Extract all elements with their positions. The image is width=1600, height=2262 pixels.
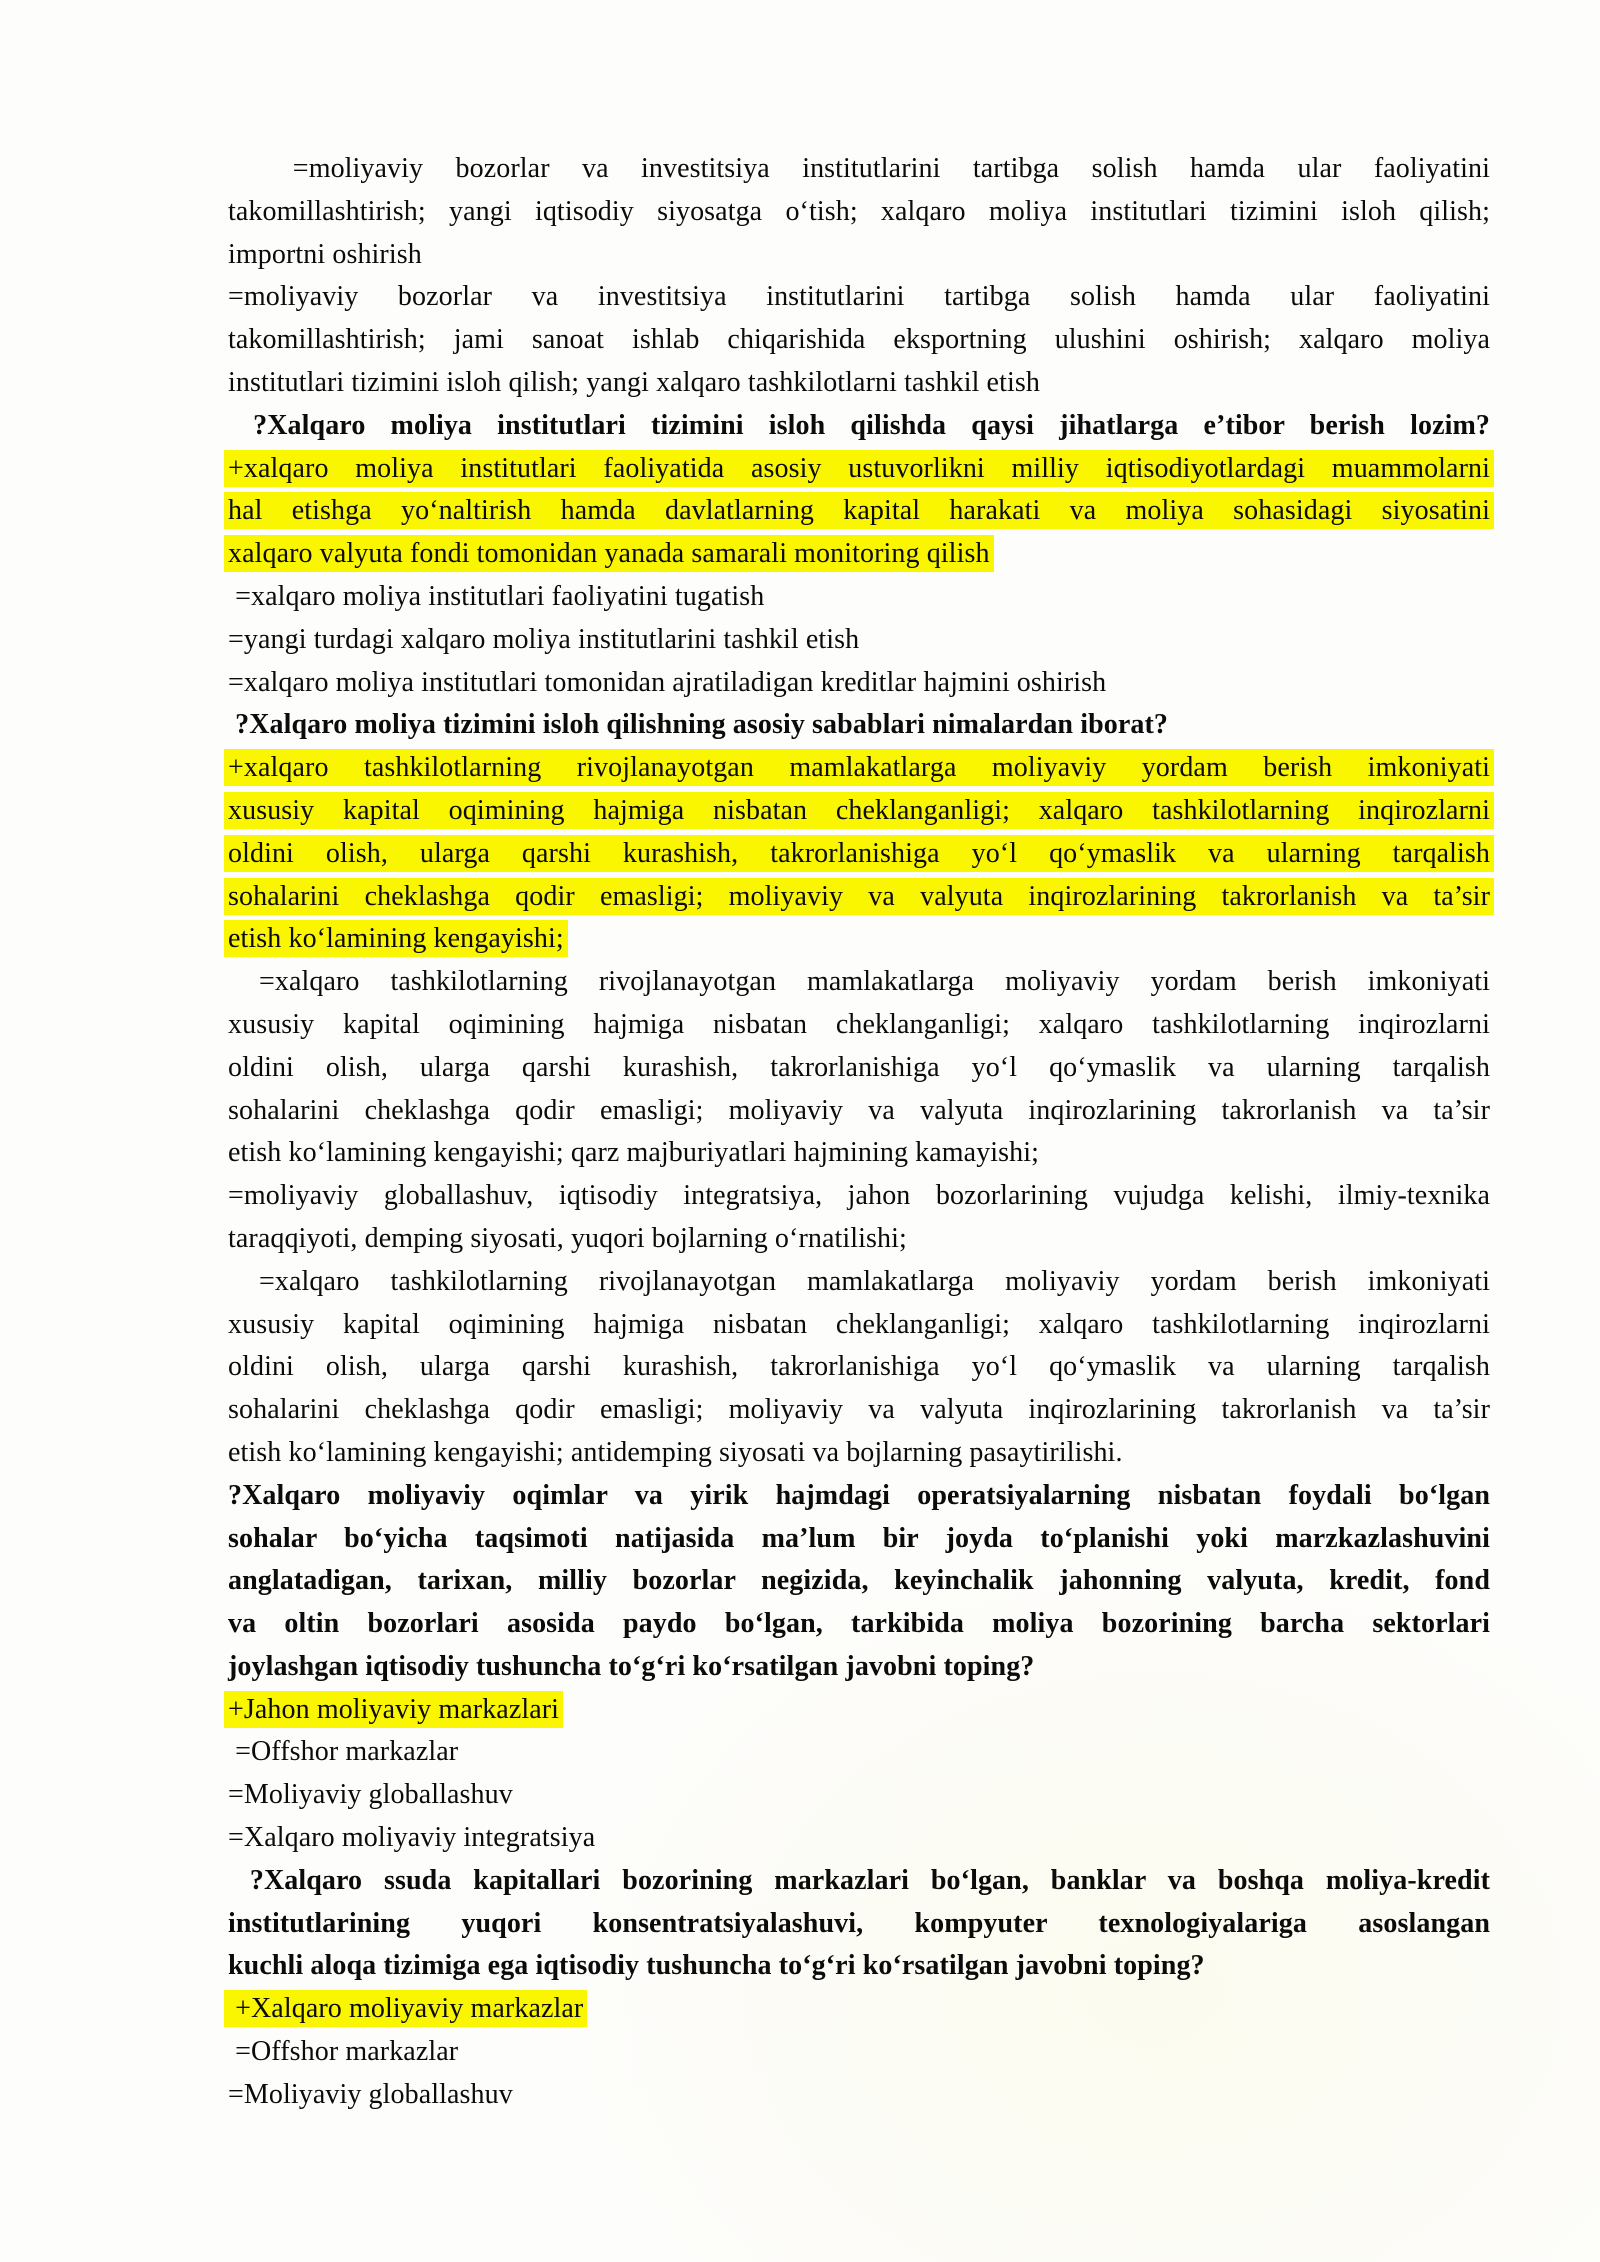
line-text: oldini olish, ularga qarshi kurashish, takrorlanishiga yo‘l qo‘ymaslik va ularning tarqalish <box>228 1351 1490 1383</box>
line-text: =xalqaro moliya institutlari faoliyatini tugatish <box>228 580 765 612</box>
line-text: sohalarini cheklashga qodir emasligi; moliyaviy va valyuta inqirozlarining takrorlanish va ta’sir <box>228 1394 1490 1426</box>
text-line <box>228 1090 1490 1133</box>
text-line <box>228 662 1490 705</box>
text-line <box>228 1261 1490 1304</box>
text-line <box>228 1988 1490 2031</box>
answer-wrong <box>228 1261 1490 1475</box>
answer-wrong <box>228 662 1490 705</box>
text-line <box>228 1304 1490 1347</box>
text-line <box>228 2074 1490 2117</box>
text-line <box>228 576 1490 619</box>
line-text: institutlari tizimini isloh qilish; yangi xalqaro tashkilotlarni tashkil etish <box>228 366 1040 398</box>
line-text: ?Xalqaro moliya institutlari tizimini isloh qilishda qaysi jihatlarga e’tibor berish lozim? <box>228 409 1490 441</box>
answer-correct <box>228 1988 1490 2031</box>
line-text: =xalqaro tashkilotlarning rivojlanayotgan mamlakatlarga moliyaviy yordam berish imkoniyati <box>228 966 1490 998</box>
text-line <box>228 704 1490 747</box>
text-line <box>228 1731 1490 1774</box>
text-line <box>228 1432 1490 1475</box>
text-line <box>228 1346 1490 1389</box>
text-line <box>228 1132 1490 1175</box>
line-text: etish ko‘lamining kengayishi; antidemping siyosati va bojlarning pasaytirilishi. <box>228 1436 1123 1468</box>
line-text: =Moliyaviy globallashuv <box>228 1779 513 1811</box>
answer-wrong <box>228 1731 1490 1774</box>
answer-correct <box>228 448 1490 576</box>
line-text: anglatadigan, tarixan, milliy bozorlar negizida, keyinchalik jahonning valyuta, kredit, fond <box>228 1565 1490 1597</box>
line-text: etish ko‘lamining kengayishi; qarz majburiyatlari hajmining kamayishi; <box>228 1137 1040 1169</box>
line-text: importni oshirish <box>228 238 422 270</box>
text-line <box>228 1603 1490 1646</box>
document-body <box>228 148 1490 2117</box>
text-line <box>228 191 1490 234</box>
question <box>228 704 1490 747</box>
line-text: ?Xalqaro moliya tizimini isloh qilishning asosiy sabablari nimalardan iborat? <box>228 709 1169 741</box>
line-text: xususiy kapital oqimining hajmiga nisbatan cheklanganligi; xalqaro tashkilotlarning inqirozlarni <box>228 1308 1490 1340</box>
text-line <box>228 1389 1490 1432</box>
highlighted-text: sohalarini cheklashga qodir emasligi; moliyaviy va valyuta inqirozlarining takrorlanish va ta’sir <box>224 878 1494 915</box>
text-line <box>228 1646 1490 1689</box>
question <box>228 1860 1490 1988</box>
line-text: sohalarini cheklashga qodir emasligi; moliyaviy va valyuta inqirozlarining takrorlanish va ta’sir <box>228 1094 1490 1126</box>
answer-wrong <box>228 961 1490 1175</box>
highlighted-text: xalqaro valyuta fondi tomonidan yanada samarali monitoring qilish <box>224 535 994 572</box>
highlighted-text: xususiy kapital oqimining hajmiga nisbatan cheklanganligi; xalqaro tashkilotlarning inqirozlarni <box>224 792 1494 829</box>
line-text: =xalqaro moliya institutlari tomonidan ajratiladigan kreditlar hajmini oshirish <box>228 666 1107 698</box>
answer-wrong <box>228 1817 1490 1860</box>
line-text: =Xalqaro moliyaviy integratsiya <box>228 1822 596 1854</box>
text-line <box>228 918 1490 961</box>
text-line <box>228 961 1490 1004</box>
highlighted-text: +xalqaro tashkilotlarning rivojlanayotgan mamlakatlarga moliyaviy yordam berish imkoniyati <box>224 749 1494 786</box>
line-text: institutlarining yuqori konsentratsiyalashuvi, kompyuter texnologiyalariga asoslangan <box>228 1907 1490 1939</box>
answer-correct <box>228 747 1490 961</box>
text-line <box>228 234 1490 277</box>
text-line <box>228 747 1490 790</box>
line-text: =moliyaviy bozorlar va investitsiya institutlarini tartibga solish hamda ular faoliyatini <box>228 281 1490 313</box>
text-line <box>228 276 1490 319</box>
text-line <box>228 2031 1490 2074</box>
text-line <box>228 319 1490 362</box>
line-text: =moliyaviy bozorlar va investitsiya institutlarini tartibga solish hamda ular faoliyatini <box>228 153 1490 184</box>
answer-wrong <box>228 576 1490 619</box>
answer-wrong <box>228 2031 1490 2074</box>
question <box>228 1475 1490 1689</box>
answer-wrong <box>228 1774 1490 1817</box>
text-line <box>228 619 1490 662</box>
text-line <box>228 1475 1490 1518</box>
text-line <box>228 1004 1490 1047</box>
line-text: kuchli aloqa tizimiga ega iqtisodiy tushuncha to‘g‘ri ko‘rsatilgan javobni toping? <box>228 1950 1205 1982</box>
text-line <box>228 1047 1490 1090</box>
line-text: sohalar bo‘yicha taqsimoti natijasida ma’lum bir joyda to‘planishi yoki marzkazlashuvini <box>228 1522 1490 1554</box>
line-text: =Moliyaviy globallashuv <box>228 2078 513 2110</box>
text-line <box>228 1218 1490 1261</box>
line-text: =moliyaviy globallashuv, iqtisodiy integratsiya, jahon bozorlarining vujudga kelishi, ilmiy-texnika <box>228 1180 1490 1212</box>
text-line <box>228 490 1490 533</box>
text-line <box>228 1817 1490 1860</box>
answer-wrong <box>228 276 1490 404</box>
text-line <box>228 1689 1490 1732</box>
answer-wrong <box>228 619 1490 662</box>
line-text: =Offshor markazlar <box>228 1736 459 1768</box>
line-text: ?Xalqaro ssuda kapitallari bozorining markazlari bo‘lgan, banklar va boshqa moliya-kredit <box>228 1864 1490 1896</box>
text-line <box>228 533 1490 576</box>
text-line <box>228 1175 1490 1218</box>
highlighted-text: +Jahon moliyaviy markazlari <box>224 1691 563 1728</box>
answer-wrong <box>228 1175 1490 1261</box>
highlighted-text: etish ko‘lamining kengayishi; <box>224 920 568 957</box>
text-line <box>228 1860 1490 1903</box>
highlighted-text: oldini olish, ularga qarshi kurashish, takrorlanishiga yo‘l qo‘ymaslik va ularning tarqalish <box>224 835 1494 872</box>
highlighted-text: +xalqaro moliya institutlari faoliyatida asosiy ustuvorlikni milliy iqtisodiyotlardagi muammolarni <box>224 450 1494 487</box>
text-line <box>228 790 1490 833</box>
line-text: oldini olish, ularga qarshi kurashish, takrorlanishiga yo‘l qo‘ymaslik va ularning tarqalish <box>228 1051 1490 1083</box>
answer-correct <box>228 1689 1490 1732</box>
text-line <box>228 1560 1490 1603</box>
text-line <box>228 1945 1490 1988</box>
text-line <box>228 1518 1490 1561</box>
question <box>228 405 1490 448</box>
line-text: =yangi turdagi xalqaro moliya institutlarini tashkil etish <box>228 623 860 655</box>
line-text: takomillashtirish; yangi iqtisodiy siyosatga o‘tish; xalqaro moliya institutlari tizimini isloh qilish; <box>228 195 1490 227</box>
text-line <box>228 448 1490 491</box>
answer-wrong <box>228 2074 1490 2117</box>
text-line <box>228 362 1490 405</box>
line-text: taraqqiyoti, demping siyosati, yuqori bojlarning o‘rnatilishi; <box>228 1222 907 1254</box>
text-line <box>228 1903 1490 1946</box>
line-text: xususiy kapital oqimining hajmiga nisbatan cheklanganligi; xalqaro tashkilotlarning inqirozlarni <box>228 1008 1490 1040</box>
text-line <box>228 833 1490 876</box>
answer-wrong <box>228 148 1490 276</box>
line-text: =Offshor markazlar <box>228 2036 459 2068</box>
highlighted-text: hal etishga yo‘naltirish hamda davlatlarning kapital harakati va moliya sohasidagi siyosatini <box>224 492 1494 529</box>
text-line <box>228 405 1490 448</box>
text-line <box>228 1774 1490 1817</box>
text-line <box>228 876 1490 919</box>
line-text: =xalqaro tashkilotlarning rivojlanayotgan mamlakatlarga moliyaviy yordam berish imkoniyati <box>228 1265 1490 1297</box>
line-text: ?Xalqaro moliyaviy oqimlar va yirik hajmdagi operatsiyalarning nisbatan foydali bo‘lgan <box>228 1479 1490 1511</box>
highlighted-text: +Xalqaro moliyaviy markazlar <box>224 1990 587 2027</box>
line-text: va oltin bozorlari asosida paydo bo‘lgan, tarkibida moliya bozorining barcha sektorlari <box>228 1608 1490 1640</box>
text-line <box>228 148 1490 191</box>
line-text: takomillashtirish; jami sanoat ishlab chiqarishida eksportning ulushini oshirish; xalqaro moliya <box>228 324 1490 356</box>
line-text: joylashgan iqtisodiy tushuncha to‘g‘ri ko‘rsatilgan javobni toping? <box>228 1650 1035 1682</box>
